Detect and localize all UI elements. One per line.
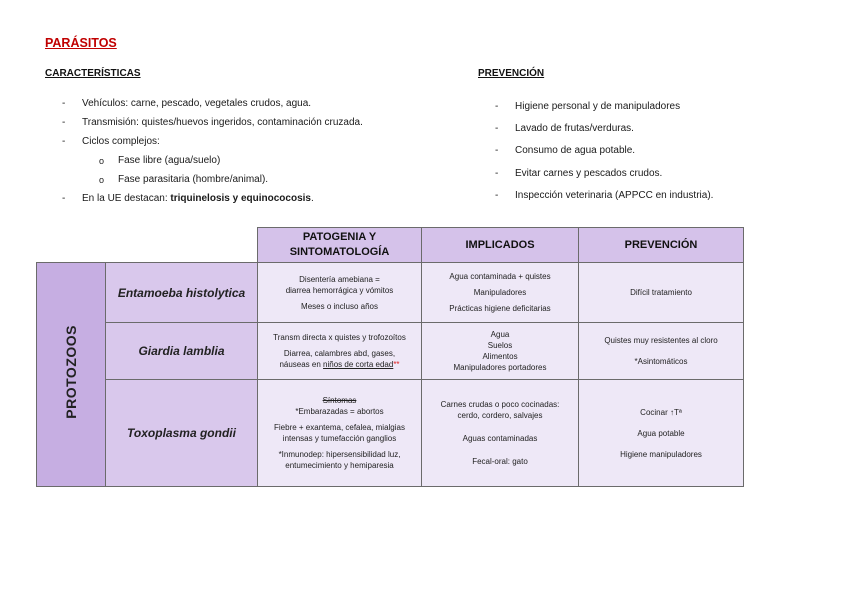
organism-name: Toxoplasma gondii bbox=[106, 380, 258, 487]
prevencion-list bbox=[495, 96, 713, 207]
list-item: - Inspección veterinaria (APPCC en industria). bbox=[495, 185, 713, 207]
cell-line: Disentería amebiana = bbox=[299, 274, 380, 284]
list-item: - Vehículos: carne, pescado, vegetales crudos, agua. bbox=[62, 94, 363, 113]
page-title: PARÁSITOS bbox=[45, 36, 117, 50]
cell-line: Higiene manipuladores bbox=[620, 449, 702, 459]
cell-line: Prácticas higiene deficitarias bbox=[449, 304, 551, 313]
list-item: - Lavado de frutas/verduras. bbox=[495, 118, 713, 140]
cell-line: Fecal-oral: gato bbox=[472, 457, 528, 466]
list-item: - Higiene personal y de manipuladores bbox=[495, 96, 713, 118]
cell-line: entumecimiento y hemiparesia bbox=[285, 461, 394, 470]
implicados-cell bbox=[422, 323, 579, 380]
list-item: o Fase parasitaria (hombre/animal). bbox=[62, 170, 363, 189]
table-header-row bbox=[37, 228, 744, 263]
cell-line: Carnes crudas o poco cocinadas: bbox=[440, 400, 560, 409]
cell-line: Manipuladores portadores bbox=[453, 363, 547, 372]
parasites-table bbox=[36, 227, 744, 487]
cell-line: Difícil tratamiento bbox=[630, 288, 692, 297]
list-item bbox=[62, 189, 363, 208]
patogenia-cell bbox=[258, 380, 422, 487]
cell-line: Agua contaminada + quistes bbox=[449, 272, 551, 281]
list-item: - Consumo de agua potable. bbox=[495, 140, 713, 162]
cell-line: *Inmunodep: hipersensibilidad luz, bbox=[278, 450, 401, 459]
note-marker: ** bbox=[393, 360, 400, 369]
prevencion-cell bbox=[579, 323, 744, 380]
cell-line: Cocinar ↑Tª bbox=[640, 407, 682, 417]
cell-line: Agua potable bbox=[637, 428, 685, 438]
list-item: o Fase libre (agua/suelo) bbox=[62, 151, 363, 170]
cell-line: Alimentos bbox=[482, 352, 518, 361]
cell-line: Transm directa x quistes y trofozoítos bbox=[273, 333, 406, 342]
cell-line: Meses o incluso años bbox=[301, 301, 378, 311]
header-implicados: IMPLICADOS bbox=[422, 228, 579, 263]
list-item: - Transmisión: quistes/huevos ingeridos, contaminación cruzada. bbox=[62, 113, 363, 132]
list-item-text: En la UE destacan: bbox=[82, 193, 168, 204]
patogenia-cell bbox=[258, 323, 422, 380]
implicados-cell bbox=[422, 263, 579, 323]
table-row bbox=[37, 323, 744, 380]
cell-line: *Asintomáticos bbox=[634, 357, 688, 366]
cell-line: Quistes muy resistentes al cloro bbox=[604, 336, 718, 345]
cell-line: náuseas en bbox=[279, 360, 324, 369]
cell-line: diarrea hemorrágica y vómitos bbox=[285, 285, 394, 295]
prevencion-heading: PREVENCIÓN bbox=[478, 68, 545, 79]
table-corner bbox=[37, 228, 258, 263]
header-patogenia: PATOGENIA Y SINTOMATOLOGÍA bbox=[258, 228, 422, 263]
list-item-period: . bbox=[310, 193, 314, 204]
cell-line: Manipuladores bbox=[473, 288, 527, 297]
patogenia-cell bbox=[258, 263, 422, 323]
cell-line-struck: Síntomas bbox=[322, 396, 357, 405]
list-item: - Ciclos complejos: bbox=[62, 132, 363, 151]
list-item-emphasis: triquinelosis y equinococosis bbox=[170, 193, 311, 204]
list-item: - Evitar carnes y pescados crudos. bbox=[495, 163, 713, 185]
caracteristicas-heading: CARACTERÍSTICAS bbox=[45, 68, 141, 79]
table-row bbox=[37, 263, 744, 323]
prevencion-cell bbox=[579, 263, 744, 323]
cell-line: Aguas contaminadas bbox=[462, 434, 538, 443]
cell-line: Suelos bbox=[487, 341, 513, 350]
cell-line: Agua bbox=[490, 330, 510, 339]
cell-line: *Embarazadas = abortos bbox=[295, 407, 384, 416]
table-row bbox=[37, 380, 744, 487]
category-cell bbox=[37, 263, 106, 487]
header-prevencion: PREVENCIÓN bbox=[579, 228, 744, 263]
cell-line: Fiebre + exantema, cefalea, mialgias bbox=[274, 423, 405, 432]
implicados-cell bbox=[422, 380, 579, 487]
cell-line: Diarrea, calambres abd, gases, bbox=[283, 349, 396, 358]
cell-line: intensas y tumefacción ganglios bbox=[282, 434, 397, 443]
organism-name: Giardia lamblia bbox=[106, 323, 258, 380]
caracteristicas-list bbox=[62, 94, 363, 208]
cell-line: cerdo, cordero, salvajes bbox=[457, 411, 543, 420]
organism-name: Entamoeba histolytica bbox=[106, 263, 258, 323]
category-label: PROTOZOOS bbox=[63, 325, 79, 419]
prevencion-cell bbox=[579, 380, 744, 487]
cell-underlined: niños de corta edad bbox=[323, 360, 394, 369]
